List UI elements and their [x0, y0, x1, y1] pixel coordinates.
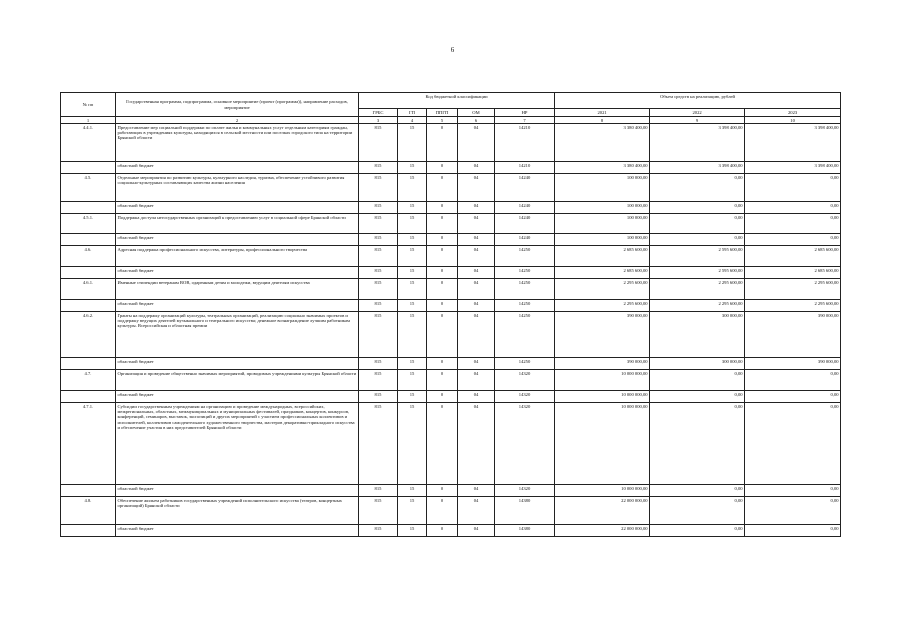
- row-amount-2021: 2 685 600,00: [555, 267, 650, 279]
- row-name: областной бюджет: [116, 391, 359, 403]
- row-number: 4.7.1.: [61, 403, 116, 485]
- table-row: [61, 174, 841, 202]
- row-amount-2022: 300 000,00: [650, 312, 745, 358]
- row-gp: 15: [398, 391, 427, 403]
- row-grbs: 815: [359, 162, 398, 174]
- table-row: [61, 525, 841, 537]
- row-nr: 14320: [495, 391, 555, 403]
- row-number: [61, 525, 116, 537]
- row-grbs: 815: [359, 267, 398, 279]
- row-name: областной бюджет: [116, 525, 359, 537]
- row-ppgp: 0: [427, 174, 458, 202]
- row-amount-2022: 2 595 600,00: [650, 246, 745, 267]
- index-cell: 1: [61, 117, 116, 124]
- row-amount-2021: 2 295 600,00: [555, 279, 650, 300]
- row-grbs: 815: [359, 485, 398, 497]
- row-number: 4.4.1.: [61, 124, 116, 162]
- budget-table: [60, 92, 841, 537]
- header-ppgp: ППГП: [427, 109, 458, 117]
- row-ppgp: 0: [427, 403, 458, 485]
- row-amount-2022: 0,00: [650, 497, 745, 525]
- index-cell: 4: [398, 117, 427, 124]
- row-om: 04: [458, 391, 495, 403]
- row-name: Отдельные мероприятия по развитию культуры, культурного наследия, туризма, обеспечение устойчивого развития социально-культурных составляющих качества жизни населения: [116, 174, 359, 202]
- table-row: [61, 124, 841, 162]
- row-amount-2022: 2 595 600,00: [650, 267, 745, 279]
- row-grbs: 815: [359, 312, 398, 358]
- row-number: [61, 358, 116, 370]
- row-ppgp: 0: [427, 358, 458, 370]
- row-ppgp: 0: [427, 246, 458, 267]
- table-row: [61, 485, 841, 497]
- row-gp: 15: [398, 267, 427, 279]
- row-ppgp: 0: [427, 202, 458, 214]
- row-name: областной бюджет: [116, 267, 359, 279]
- row-ppgp: 0: [427, 525, 458, 537]
- table-row: [61, 246, 841, 267]
- row-ppgp: 0: [427, 234, 458, 246]
- row-amount-2022: 2 295 600,00: [650, 300, 745, 312]
- row-amount-2022: 3 398 400,00: [650, 124, 745, 162]
- row-nr: 14250: [495, 312, 555, 358]
- row-amount-2022: 2 295 600,00: [650, 279, 745, 300]
- row-om: 04: [458, 267, 495, 279]
- row-nr: 14250: [495, 300, 555, 312]
- row-name: Организация и проведение общественно значимых мероприятий, проводимых учреждениями культуры Брянской области: [116, 370, 359, 391]
- row-amount-2022: 0,00: [650, 234, 745, 246]
- row-amount-2021: 10 000 000,00: [555, 403, 650, 485]
- row-amount-2021: 100 000,00: [555, 234, 650, 246]
- row-nr: 14380: [495, 525, 555, 537]
- table-row: [61, 403, 841, 485]
- row-ppgp: 0: [427, 312, 458, 358]
- row-gp: 15: [398, 403, 427, 485]
- row-number: 4.6.1.: [61, 279, 116, 300]
- row-grbs: 815: [359, 403, 398, 485]
- row-number: 4.5.: [61, 174, 116, 202]
- page-number: 6: [450, 46, 455, 54]
- index-cell: 8: [555, 117, 650, 124]
- row-amount-2021: 22 000 000,00: [555, 497, 650, 525]
- row-nr: 14240: [495, 214, 555, 234]
- header-amount-group: Объем средств на реализацию, рублей: [555, 93, 841, 109]
- index-cell: 3: [359, 117, 398, 124]
- row-number: [61, 234, 116, 246]
- row-name: областной бюджет: [116, 300, 359, 312]
- row-gp: 15: [398, 174, 427, 202]
- row-gp: 15: [398, 246, 427, 267]
- row-om: 04: [458, 124, 495, 162]
- row-amount-2021: 2 685 600,00: [555, 246, 650, 267]
- row-amount-2023: 0,00: [745, 234, 841, 246]
- table-row: [61, 202, 841, 214]
- row-number: [61, 202, 116, 214]
- row-number: 4.8.: [61, 497, 116, 525]
- row-amount-2021: 3 380 400,00: [555, 124, 650, 162]
- row-name: Предоставление мер социальной поддержки по оплате жилья и коммунальных услуг отдельным категориям граждан, работающих в учреждениях культуры, находящихся в сельской местности или поселках городского типа на территории Брянской области: [116, 124, 359, 162]
- table-row: [61, 214, 841, 234]
- row-name: областной бюджет: [116, 162, 359, 174]
- row-amount-2021: 390 000,00: [555, 312, 650, 358]
- row-om: 04: [458, 214, 495, 234]
- row-ppgp: 0: [427, 214, 458, 234]
- row-amount-2022: 0,00: [650, 202, 745, 214]
- row-amount-2022: 300 000,00: [650, 358, 745, 370]
- table-row: [61, 391, 841, 403]
- row-amount-2023: 3 398 400,00: [745, 162, 841, 174]
- row-gp: 15: [398, 214, 427, 234]
- row-amount-2021: 100 000,00: [555, 174, 650, 202]
- row-number: [61, 391, 116, 403]
- index-cell: 2: [116, 117, 359, 124]
- row-om: 04: [458, 202, 495, 214]
- row-om: 04: [458, 174, 495, 202]
- row-amount-2022: 0,00: [650, 391, 745, 403]
- row-nr: 14240: [495, 202, 555, 214]
- row-gp: 15: [398, 485, 427, 497]
- row-om: 04: [458, 370, 495, 391]
- row-amount-2023: 390 000,00: [745, 358, 841, 370]
- row-om: 04: [458, 246, 495, 267]
- row-amount-2023: 2 685 600,00: [745, 267, 841, 279]
- table-row: [61, 234, 841, 246]
- row-om: 04: [458, 403, 495, 485]
- row-amount-2022: 0,00: [650, 214, 745, 234]
- table-row: [61, 300, 841, 312]
- row-amount-2023: 2 295 600,00: [745, 279, 841, 300]
- row-amount-2023: 0,00: [745, 391, 841, 403]
- header-code-group: Код бюджетной классификации: [359, 93, 555, 109]
- row-number: 4.6.2.: [61, 312, 116, 358]
- row-name: областной бюджет: [116, 485, 359, 497]
- row-amount-2021: 3 380 400,00: [555, 162, 650, 174]
- table-row: [61, 279, 841, 300]
- row-gp: 15: [398, 234, 427, 246]
- row-amount-2022: 0,00: [650, 370, 745, 391]
- row-om: 04: [458, 162, 495, 174]
- row-amount-2023: 390 000,00: [745, 312, 841, 358]
- row-grbs: 815: [359, 358, 398, 370]
- index-cell: 5: [427, 117, 458, 124]
- row-grbs: 815: [359, 246, 398, 267]
- row-number: 4.7.: [61, 370, 116, 391]
- row-gp: 15: [398, 124, 427, 162]
- row-nr: 14250: [495, 279, 555, 300]
- row-amount-2023: 0,00: [745, 403, 841, 485]
- row-gp: 15: [398, 525, 427, 537]
- row-om: 04: [458, 234, 495, 246]
- row-ppgp: 0: [427, 124, 458, 162]
- row-amount-2021: 390 000,00: [555, 358, 650, 370]
- row-amount-2023: 0,00: [745, 174, 841, 202]
- header-grbs: ГРБС: [359, 109, 398, 117]
- row-nr: 14380: [495, 497, 555, 525]
- row-amount-2022: 0,00: [650, 403, 745, 485]
- header-year-2021: 2021: [555, 109, 650, 117]
- row-ppgp: 0: [427, 300, 458, 312]
- header-om: ОМ: [458, 109, 495, 117]
- row-amount-2023: 3 398 400,00: [745, 124, 841, 162]
- row-amount-2023: 0,00: [745, 485, 841, 497]
- row-amount-2021: 100 000,00: [555, 214, 650, 234]
- index-cell: 6: [458, 117, 495, 124]
- row-ppgp: 0: [427, 162, 458, 174]
- row-ppgp: 0: [427, 370, 458, 391]
- table-row: [61, 358, 841, 370]
- row-name: Адресная поддержка профессионального искусства, литературы, профессионального творчества: [116, 246, 359, 267]
- row-om: 04: [458, 497, 495, 525]
- row-name: Именные стипендии ветеранам ВОВ, одаренным детям и молодежи, ведущим деятелям искусства: [116, 279, 359, 300]
- row-amount-2023: 0,00: [745, 370, 841, 391]
- header-year-2022: 2022: [650, 109, 745, 117]
- row-grbs: 815: [359, 497, 398, 525]
- row-grbs: 815: [359, 525, 398, 537]
- row-amount-2021: 100 000,00: [555, 202, 650, 214]
- row-om: 04: [458, 312, 495, 358]
- row-grbs: 815: [359, 391, 398, 403]
- row-grbs: 815: [359, 202, 398, 214]
- row-nr: 14250: [495, 267, 555, 279]
- row-ppgp: 0: [427, 391, 458, 403]
- header-program: Государственная программа, подпрограмма, основное мероприятие (проект (программа)), направление расходов, мероприятие: [116, 93, 359, 117]
- row-name: Обеспечение жильем работников государственных учреждений исполнительского искусства (театров, концертных организаций) Брянской области: [116, 497, 359, 525]
- row-gp: 15: [398, 300, 427, 312]
- index-cell: 10: [745, 117, 841, 124]
- row-nr: 14240: [495, 234, 555, 246]
- row-grbs: 815: [359, 234, 398, 246]
- row-name: Гранты на поддержку организаций культуры, театральных организаций, реализацию социально значимых проектов и поддержку ведущих деятелей музыкального и театрального искусства; денежное вознаграждение лучшим работникам культуры. Всероссийская и областная премии: [116, 312, 359, 358]
- row-grbs: 815: [359, 214, 398, 234]
- row-om: 04: [458, 300, 495, 312]
- row-gp: 15: [398, 279, 427, 300]
- row-nr: 14250: [495, 358, 555, 370]
- row-amount-2023: 0,00: [745, 497, 841, 525]
- row-gp: 15: [398, 202, 427, 214]
- row-nr: 14320: [495, 370, 555, 391]
- table-body: [61, 124, 841, 537]
- row-amount-2023: 0,00: [745, 214, 841, 234]
- row-gp: 15: [398, 312, 427, 358]
- row-ppgp: 0: [427, 485, 458, 497]
- row-ppgp: 0: [427, 279, 458, 300]
- table-row: [61, 267, 841, 279]
- table-row: [61, 370, 841, 391]
- row-amount-2021: 10 000 000,00: [555, 391, 650, 403]
- row-om: 04: [458, 525, 495, 537]
- table-row: [61, 312, 841, 358]
- index-cell: 7: [495, 117, 555, 124]
- row-amount-2023: 0,00: [745, 202, 841, 214]
- row-name: областной бюджет: [116, 358, 359, 370]
- row-amount-2022: 0,00: [650, 174, 745, 202]
- row-amount-2023: 2 295 600,00: [745, 300, 841, 312]
- row-gp: 15: [398, 358, 427, 370]
- row-number: 4.5.1.: [61, 214, 116, 234]
- row-ppgp: 0: [427, 267, 458, 279]
- index-cell: 9: [650, 117, 745, 124]
- row-om: 04: [458, 485, 495, 497]
- row-name: Субсидии государственным учреждениям на организацию и проведение международных, всероссийских, межрегиональных, областных, межмуниципальных и муниципальных фестивалей, праздников, концертов, конкурсов, конференций, семинаров, выставок, экспозиций и других мероприятий с участием профессиональных коллективов и исполнителей, коллективов самодеятельного художественного творчества, мастеров декоративно-прикладного искусства и обеспечение участия в них представителей Брянской области: [116, 403, 359, 485]
- table-row: [61, 497, 841, 525]
- row-grbs: 815: [359, 124, 398, 162]
- row-gp: 15: [398, 370, 427, 391]
- row-number: 4.6.: [61, 246, 116, 267]
- row-name: областной бюджет: [116, 202, 359, 214]
- row-nr: 14240: [495, 174, 555, 202]
- row-nr: 14210: [495, 124, 555, 162]
- row-amount-2021: 2 295 600,00: [555, 300, 650, 312]
- index-row: [61, 117, 841, 124]
- row-grbs: 815: [359, 300, 398, 312]
- row-amount-2022: 0,00: [650, 525, 745, 537]
- row-number: [61, 267, 116, 279]
- row-number: [61, 300, 116, 312]
- row-om: 04: [458, 358, 495, 370]
- row-amount-2021: 10 000 000,00: [555, 485, 650, 497]
- row-nr: 14320: [495, 403, 555, 485]
- row-number: [61, 162, 116, 174]
- row-amount-2023: 0,00: [745, 525, 841, 537]
- row-ppgp: 0: [427, 497, 458, 525]
- row-om: 04: [458, 279, 495, 300]
- row-gp: 15: [398, 497, 427, 525]
- header-gp: ГП: [398, 109, 427, 117]
- row-amount-2022: 0,00: [650, 485, 745, 497]
- row-nr: 14250: [495, 246, 555, 267]
- header-num: № пп: [61, 93, 116, 117]
- row-grbs: 815: [359, 174, 398, 202]
- row-name: Поддержка доступа негосударственных организаций к предоставлению услуг в социальной сфере Брянской области: [116, 214, 359, 234]
- row-amount-2021: 10 000 000,00: [555, 370, 650, 391]
- row-grbs: 815: [359, 370, 398, 391]
- row-amount-2023: 2 685 600,00: [745, 246, 841, 267]
- row-amount-2022: 3 398 400,00: [650, 162, 745, 174]
- row-nr: 14320: [495, 485, 555, 497]
- row-nr: 14210: [495, 162, 555, 174]
- header-nr: НР: [495, 109, 555, 117]
- row-gp: 15: [398, 162, 427, 174]
- row-amount-2021: 22 000 000,00: [555, 525, 650, 537]
- row-grbs: 815: [359, 279, 398, 300]
- header-year-2023: 2023: [745, 109, 841, 117]
- row-name: областной бюджет: [116, 234, 359, 246]
- table-row: [61, 162, 841, 174]
- row-number: [61, 485, 116, 497]
